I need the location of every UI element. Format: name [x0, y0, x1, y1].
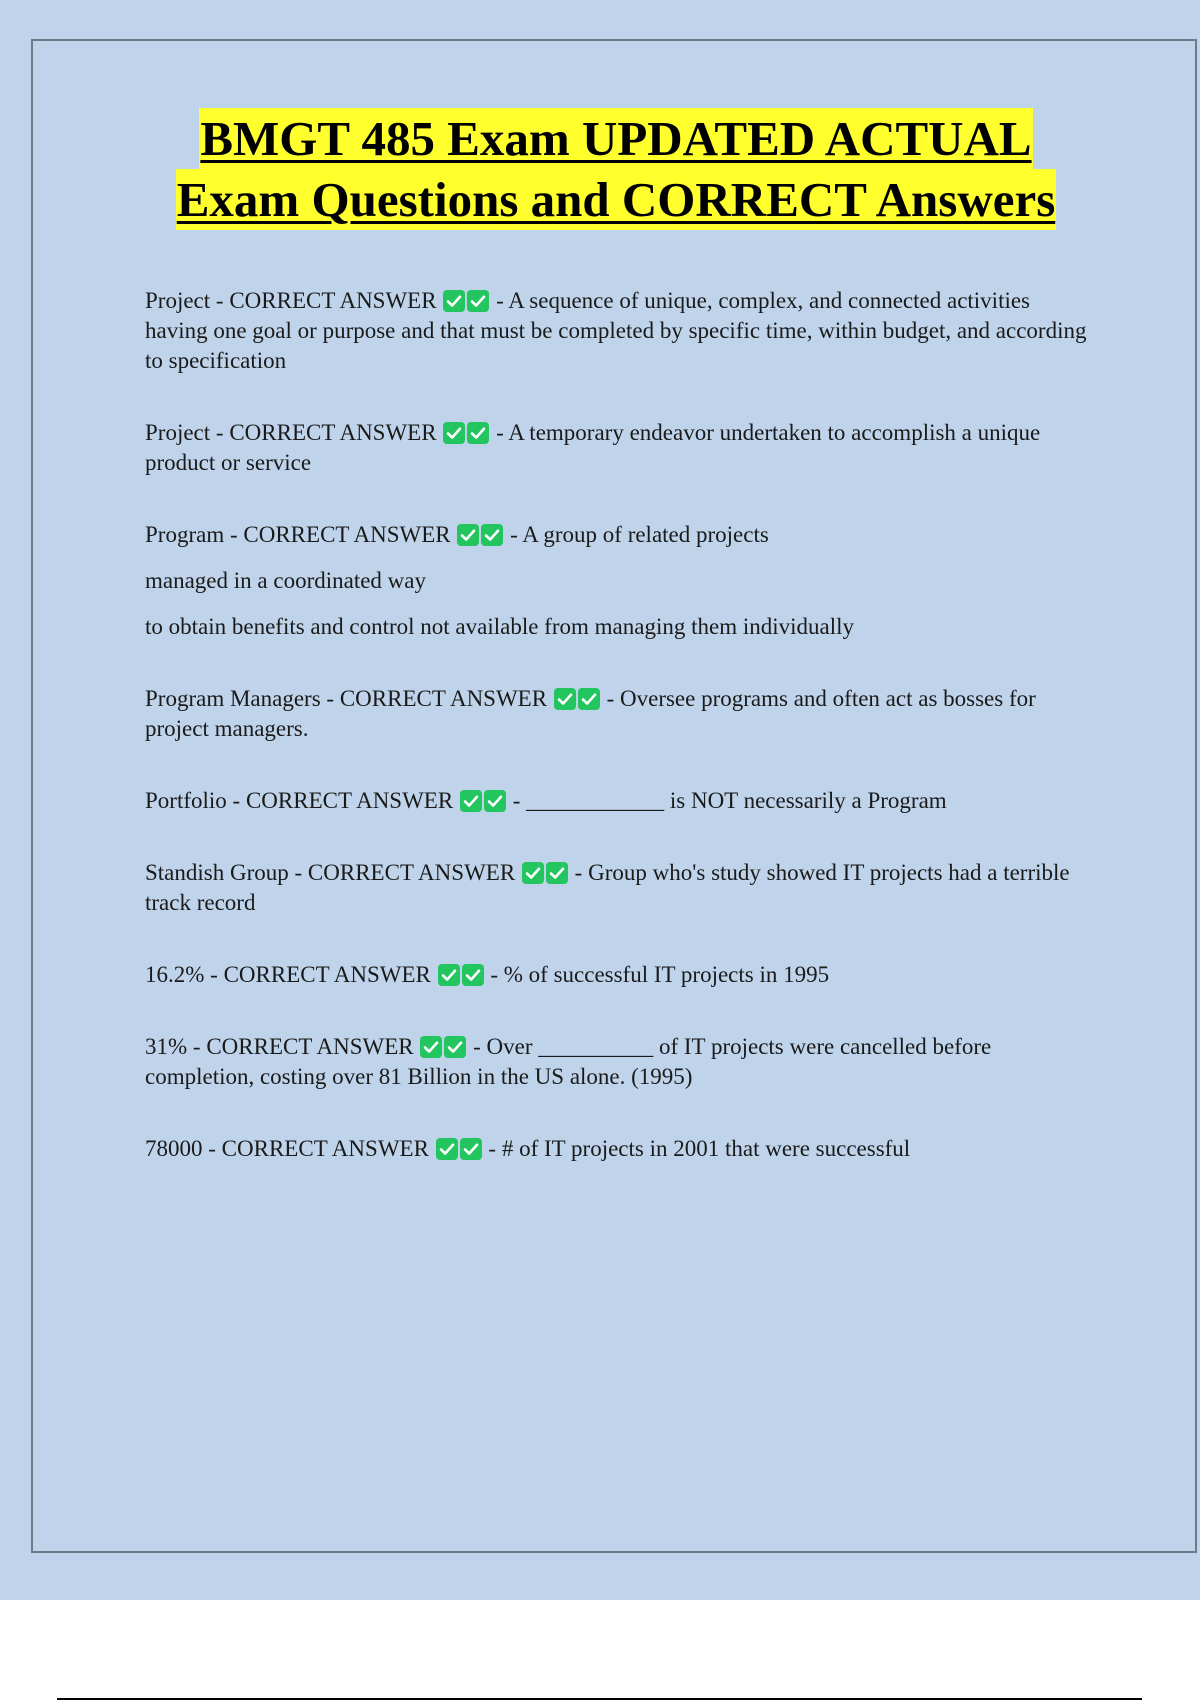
- checkmark-icon: [460, 790, 482, 812]
- checkmark-icon: [460, 1138, 482, 1160]
- qa-text: 16.2% - CORRECT ANSWER - % of successful IT projects in 1995: [145, 962, 830, 987]
- checkmark-icon: [436, 1138, 458, 1160]
- qa-term: Program: [145, 522, 225, 547]
- qa-term: Project: [145, 288, 211, 313]
- checkmark-icon: [522, 862, 544, 884]
- correct-answer-label: CORRECT ANSWER: [223, 962, 431, 987]
- qa-definition: # of IT projects in 2001 that were successful: [501, 1136, 911, 1161]
- qa-item: [145, 1032, 1095, 1092]
- checkmark-icon: [462, 964, 484, 986]
- correct-answer-label: CORRECT ANSWER: [243, 522, 451, 547]
- qa-text: Portfolio - CORRECT ANSWER - ____________ is NOT necessarily a Program: [145, 788, 947, 813]
- checkmark-icon: [420, 1036, 442, 1058]
- qa-definition: Over __________ of IT projects were cancelled before completion, costing over 81 Billion in the US alone. (1995): [145, 1034, 992, 1089]
- checkmark-icon: [443, 290, 465, 312]
- checkmark-icon: [467, 290, 489, 312]
- correct-answer-label: CORRECT ANSWER: [339, 686, 548, 711]
- checkmark-icon: [443, 422, 465, 444]
- qa-definition: Group who's study showed IT projects had a terrible track record: [145, 860, 1070, 915]
- qa-text: Program - CORRECT ANSWER - A group of related projects: [145, 522, 769, 547]
- correct-answer-label: CORRECT ANSWER: [307, 860, 516, 885]
- qa-term: Project: [145, 420, 211, 445]
- qa-term: Portfolio: [145, 788, 227, 813]
- qa-item: [145, 286, 1095, 376]
- qa-definition: A sequence of unique, complex, and connected activities having one goal or purpose and that must be completed by specific time, within budget, and according to specification: [145, 288, 1087, 373]
- checkmark-icon: [467, 422, 489, 444]
- qa-definition: ____________ is NOT necessarily a Program: [526, 788, 947, 813]
- checkmark-icon: [457, 524, 479, 546]
- checkmark-icon: [578, 688, 600, 710]
- qa-text: 31% - CORRECT ANSWER - Over __________ of IT projects were cancelled before completion, costing over 81 Billion in the US alone. (1995): [145, 1034, 992, 1089]
- qa-item: [145, 858, 1095, 918]
- checkmark-icon: [546, 862, 568, 884]
- qa-item: [145, 520, 1095, 642]
- qa-text-continued: [145, 612, 1095, 642]
- qa-item: [145, 684, 1095, 744]
- qa-definition: % of successful IT projects in 1995: [503, 962, 830, 987]
- qa-definition: A temporary endeavor undertaken to accomplish a unique product or service: [145, 420, 1041, 475]
- title-line-1: BMGT 485 Exam UPDATED ACTUAL: [199, 108, 1032, 169]
- checkmark-icon: [444, 1036, 466, 1058]
- qa-term: Program Managers: [145, 686, 321, 711]
- checkmark-icon: [438, 964, 460, 986]
- qa-definition: Oversee programs and often act as bosses for project managers.: [145, 686, 1036, 741]
- qa-text: Project - CORRECT ANSWER - A temporary endeavor undertaken to accomplish a unique product or service: [145, 420, 1041, 475]
- qa-text-continued: [145, 566, 1095, 596]
- document-title: [0, 108, 1200, 230]
- qa-text: 78000 - CORRECT ANSWER - # of IT projects in 2001 that were successful: [145, 1136, 911, 1161]
- checkmark-icon: [481, 524, 503, 546]
- qa-definition: managed in a coordinated way: [145, 568, 426, 593]
- qa-text: Project - CORRECT ANSWER - A sequence of unique, complex, and connected activities having one goal or purpose and that must be completed by specific time, within budget, and according to specification: [145, 288, 1087, 373]
- correct-answer-label: CORRECT ANSWER: [206, 1034, 414, 1059]
- qa-term: 78000: [145, 1136, 203, 1161]
- title-line-2: Exam Questions and CORRECT Answers: [176, 169, 1057, 230]
- qa-definition: to obtain benefits and control not available from managing them individually: [145, 614, 854, 639]
- qa-text: Standish Group - CORRECT ANSWER - Group who's study showed IT projects had a terrible track record: [145, 860, 1070, 915]
- qa-term: Standish Group: [145, 860, 289, 885]
- correct-answer-label: CORRECT ANSWER: [245, 788, 454, 813]
- qa-item: [145, 786, 1095, 816]
- qa-term: 31%: [145, 1034, 188, 1059]
- qa-item: [145, 418, 1095, 478]
- checkmark-icon: [554, 688, 576, 710]
- correct-answer-label: CORRECT ANSWER: [229, 288, 437, 313]
- qa-definition: A group of related projects: [522, 522, 769, 547]
- qa-text: Program Managers - CORRECT ANSWER - Oversee programs and often act as bosses for project managers.: [145, 686, 1036, 741]
- qa-item: [145, 960, 1095, 990]
- checkmark-icon: [484, 790, 506, 812]
- qa-term: 16.2%: [145, 962, 205, 987]
- correct-answer-label: CORRECT ANSWER: [221, 1136, 429, 1161]
- correct-answer-label: CORRECT ANSWER: [229, 420, 437, 445]
- qa-list: [145, 286, 1095, 1164]
- qa-item: [145, 1134, 1095, 1164]
